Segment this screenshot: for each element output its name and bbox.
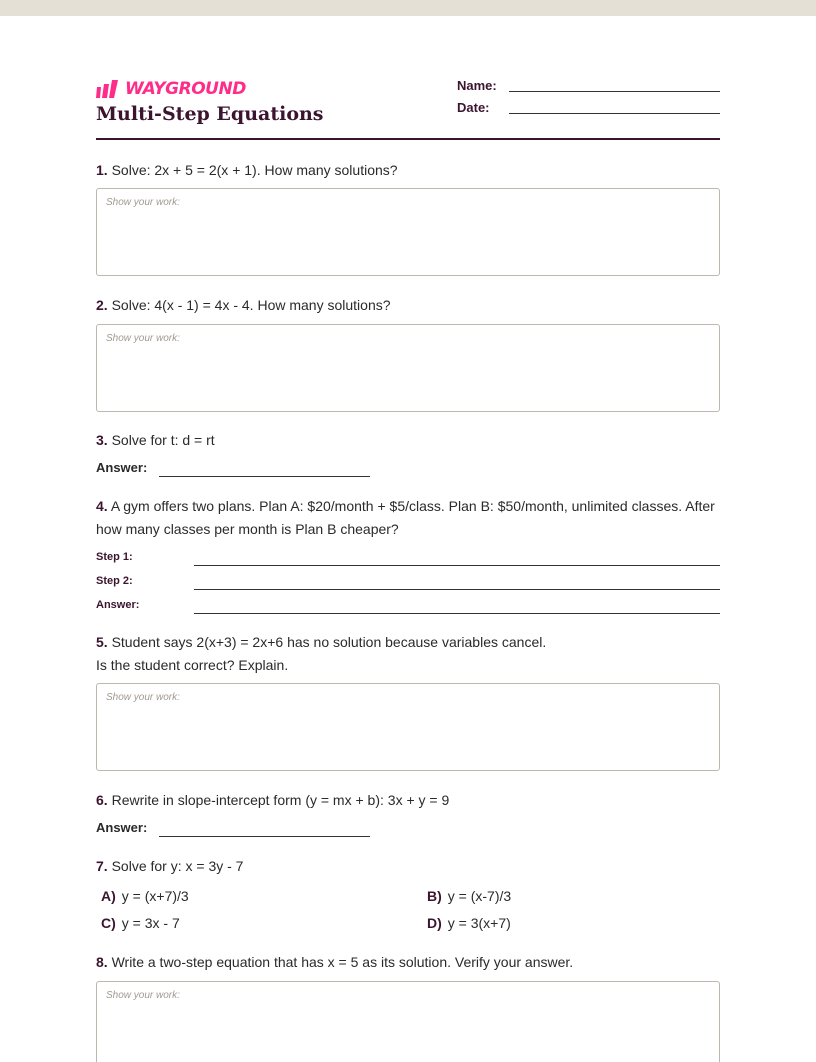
question-4 [96, 495, 720, 541]
work-placeholder: Show your work: [106, 692, 180, 703]
question-number: 6. [96, 792, 108, 808]
question-text: Rewrite in slope-intercept form (y = mx + b): 3x + y = 9 [111, 792, 450, 808]
question-number: 5. [96, 634, 108, 650]
step-2-field[interactable] [194, 589, 720, 590]
work-box-2[interactable] [96, 324, 720, 412]
answer-label: Answer: [96, 460, 148, 475]
date-field[interactable] [509, 113, 720, 114]
option-text: y = 3(x+7) [447, 915, 511, 931]
question-text: Solve: 2x + 5 = 2(x + 1). How many solutions? [111, 162, 398, 178]
question-5 [96, 631, 720, 677]
option-letter: D) [427, 915, 442, 931]
question-2 [96, 294, 720, 317]
question-8 [96, 951, 720, 974]
question-text: A gym offers two plans. Plan A: $20/month + $5/class. Plan B: $50/month, unlimited classes. After how many classes per month is Plan B cheaper? [96, 498, 715, 537]
question-number: 7. [96, 858, 108, 874]
option-letter: A) [101, 888, 116, 904]
page-title: Multi-Step Equations [96, 103, 324, 125]
question-number: 2. [96, 297, 108, 313]
top-bar [0, 0, 816, 16]
question-6 [96, 789, 720, 812]
header-divider [96, 138, 720, 140]
step-answer-field[interactable] [194, 613, 720, 614]
answer-field-3[interactable] [159, 476, 370, 477]
option-letter: B) [427, 888, 442, 904]
answer-label: Answer: [96, 820, 148, 835]
name-field[interactable] [509, 91, 720, 92]
date-label: Date: [457, 100, 490, 115]
option-c[interactable] [101, 915, 180, 931]
option-text: y = (x-7)/3 [447, 888, 512, 904]
work-box-5[interactable] [96, 683, 720, 771]
answer-field-6[interactable] [159, 836, 370, 837]
step-2-label: Step 2: [96, 575, 133, 587]
question-text: Solve for t: d = rt [111, 432, 215, 448]
work-box-1[interactable] [96, 188, 720, 276]
name-label: Name: [457, 78, 497, 93]
question-1 [96, 159, 720, 182]
work-placeholder: Show your work: [106, 333, 180, 344]
option-letter: C) [101, 915, 116, 931]
step-1-field[interactable] [194, 565, 720, 566]
option-text: y = 3x - 7 [121, 915, 180, 931]
question-number: 8. [96, 954, 108, 970]
question-number: 1. [96, 162, 108, 178]
option-a[interactable] [101, 888, 189, 904]
option-text: y = (x+7)/3 [121, 888, 189, 904]
option-b[interactable] [427, 888, 511, 904]
wayground-logo-icon [96, 79, 122, 99]
step-answer-label: Answer: [96, 599, 140, 611]
question-number: 4. [96, 498, 108, 514]
question-7 [96, 855, 720, 878]
brand-logo [96, 79, 246, 99]
question-text: Solve: 4(x - 1) = 4x - 4. How many solutions? [111, 297, 391, 313]
question-text: Student says 2(x+3) = 2x+6 has no solution because variables cancel. [111, 634, 547, 650]
work-box-8[interactable] [96, 981, 720, 1062]
work-placeholder: Show your work: [106, 197, 180, 208]
question-text: Solve for y: x = 3y - 7 [111, 858, 244, 874]
step-1-label: Step 1: [96, 551, 133, 563]
brand-name: WAYGROUND [125, 79, 246, 99]
question-number: 3. [96, 432, 108, 448]
work-placeholder: Show your work: [106, 990, 180, 1001]
question-3 [96, 429, 720, 452]
question-text: Write a two-step equation that has x = 5 as its solution. Verify your answer. [111, 954, 574, 970]
question-text-line-2: Is the student correct? Explain. [96, 657, 289, 673]
option-d[interactable] [427, 915, 511, 931]
